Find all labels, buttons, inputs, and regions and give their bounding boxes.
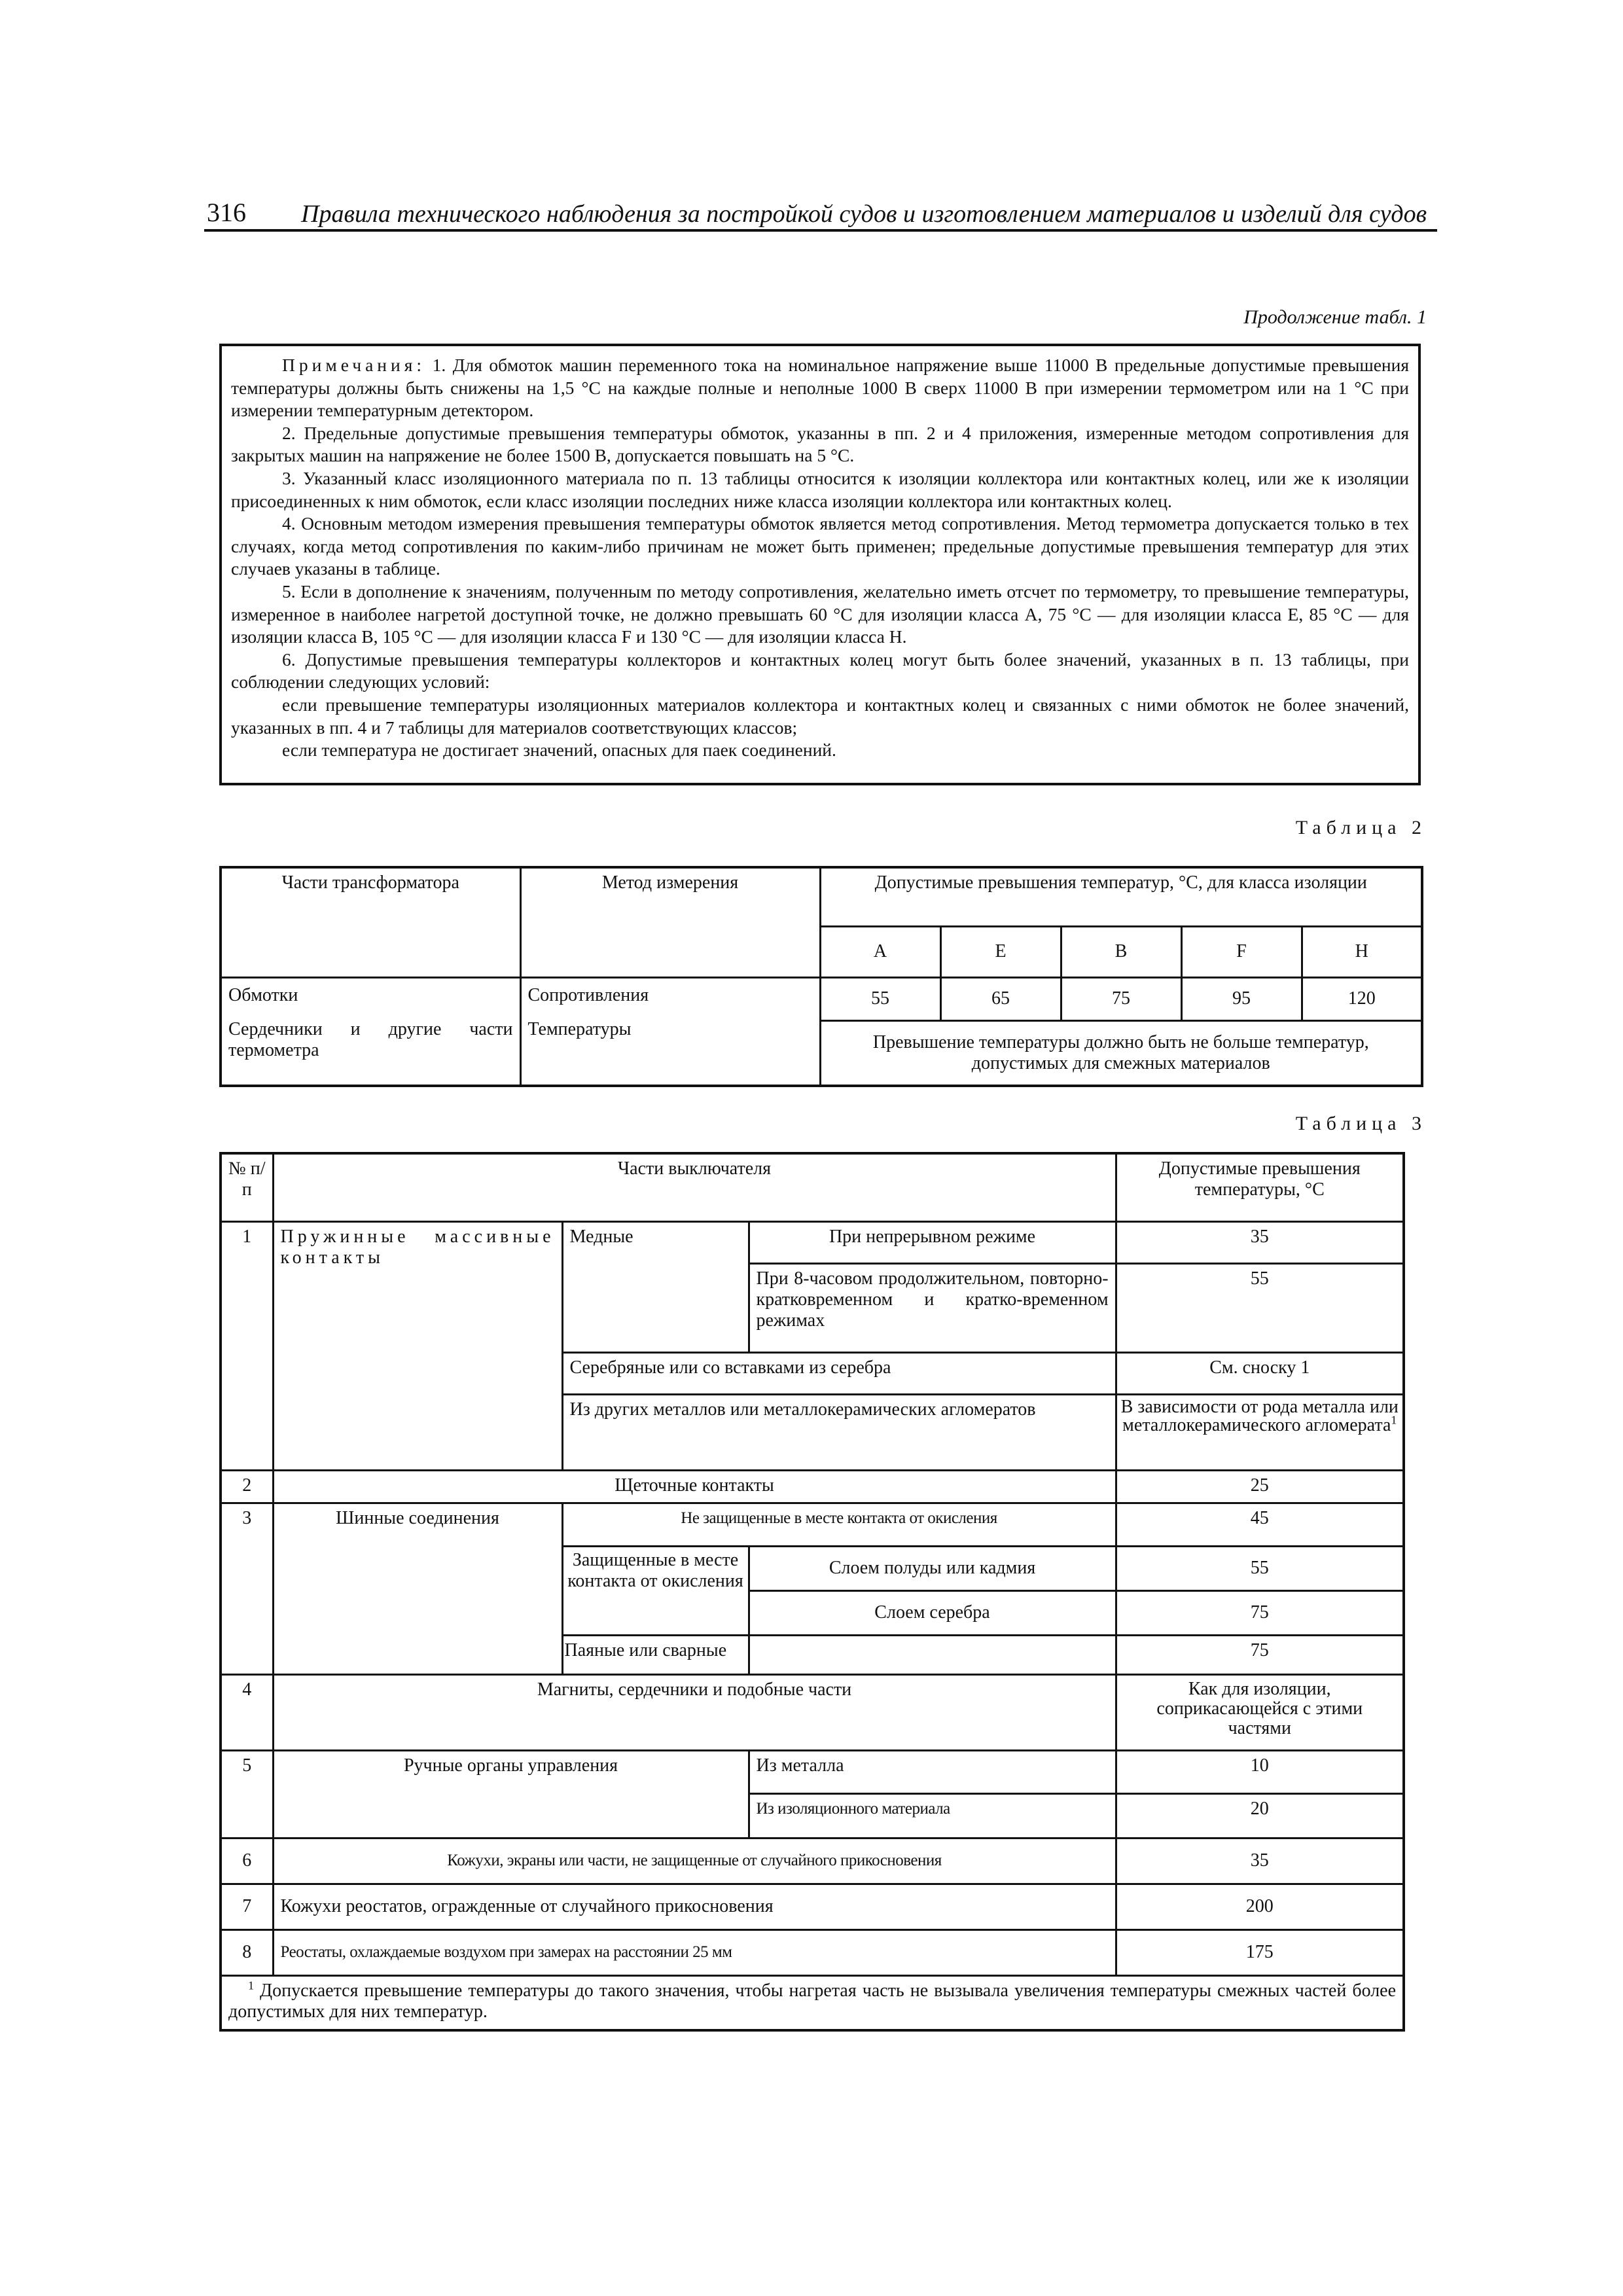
t2-r1-a: 55 [820, 977, 940, 1020]
t3-r3-tin-val: 55 [1116, 1546, 1404, 1590]
t3-header-num: № п/п [221, 1153, 273, 1221]
t2-class-f: F [1181, 926, 1302, 977]
t3-r5-ins-val: 20 [1116, 1793, 1404, 1838]
t3-r1-copper: Медные [562, 1221, 749, 1352]
note-1: Примечания: 1. Для обмоток машин переменного тока на номинальное напряжение выше 11000 В предельные допустимые превышения температуры должны быть снижены на 1,5 °С на каждые полные и неполные 1000 В сверх 11000 В при измерении термометром или на 1 °С при измерении температурным детектором. [231, 355, 1409, 421]
t3-r1-num: 1 [221, 1221, 273, 1470]
note-5: 5. Если в дополнение к значениям, полученным по методу сопротивления, желательно иметь отсчет по термометру, то превышение температуры, измеренное в наиболее нагретой доступной точке, не должно превышать 60 °С для изоляции класса А, 75 °С — для изоляции класса Е, 85 °С — для изоляции класса В, 105 °С — для изоляции класса F и 130 °С — для изоляции класса Н. [231, 581, 1409, 647]
t3-r1-silver-val: См. сноску 1 [1116, 1352, 1404, 1394]
t2-r1-part: Обмотки [228, 984, 298, 1005]
t3-r3-name: Шинные соединения [273, 1503, 562, 1674]
t3-r7-name: Кожухи реостатов, огражденные от случайного прикосновения [273, 1884, 1116, 1929]
t3-footnote: $^1$ Допускается превышение температуры до такого значения, чтобы нагретая часть не вызывала увеличения температуры смежных частей более допустимых для них температур. [221, 1975, 1404, 2030]
note-6a: если превышение температуры изоляционных материалов коллектора и контактных колец и связанных с ними обмоток не более значений, указанных в пп. 4 и 7 таблицы для материалов соответствующих классов; [231, 694, 1409, 738]
t3-r5-metal-val: 10 [1116, 1750, 1404, 1793]
t3-r3-silver: Слоем серебра [749, 1590, 1116, 1635]
t3-r7-num: 7 [221, 1884, 273, 1929]
t3-r1-8h-mode: При 8-часовом продолжительном, повторно-кратковременном и кратко-временном режимах [749, 1263, 1116, 1352]
t3-r3-prot: Защищенные в месте контакта от окисления [562, 1546, 749, 1635]
t3-r1-cont-mode: При непрерывном режиме [749, 1221, 1116, 1263]
running-title: Правила технического наблюдения за постройкой судов и изготовлением материалов и изделий для судов [301, 200, 1427, 228]
t3-r3-tin: Слоем полуды или кадмия [749, 1546, 1116, 1590]
t2-r1-b: 75 [1061, 977, 1181, 1020]
footnote-mark: 1 [248, 1979, 254, 1992]
t2-class-a: A [820, 926, 940, 977]
t3-r1-other-val: В зависимости от рода металла или металлокерамического агломерата$^1$ [1116, 1394, 1404, 1470]
t2-class-e: E [940, 926, 1061, 977]
t3-header-allowed: Допустимые превышения температуры, °С [1116, 1153, 1404, 1221]
notes-box [219, 344, 1421, 785]
table3-caption: Таблица 3 [1295, 1113, 1427, 1134]
t3-r4-val: Как для изоляции, соприкасающейся с этими частями [1116, 1674, 1404, 1750]
note-6: 6. Допустимые превышения температуры коллекторов и контактных колец могут быть более значений, указанных в п. 13 таблицы, при соблюдении следующих условий: [231, 649, 1409, 692]
t2-r2-note: Превышение температуры должно быть не больше температур, допустимых для смежных материалов [820, 1020, 1422, 1086]
t2-r2-part: Сердечники и другие части термометра [228, 1018, 513, 1060]
t3-r6-name: Кожухи, экраны или части, не защищенные от случайного прикосновения [273, 1838, 1116, 1884]
t3-r3-solder-empty [749, 1635, 1116, 1674]
page-number: 316 [207, 198, 246, 227]
table2-caption: Таблица 2 [1295, 817, 1427, 838]
t2-col-method [520, 977, 820, 1086]
footnote-ref: 1 [1391, 1413, 1397, 1427]
t3-r3-num: 3 [221, 1503, 273, 1674]
t2-class-h: H [1302, 926, 1422, 977]
table3 [219, 1152, 1405, 2032]
t3-header-parts: Части выключателя [273, 1153, 1116, 1221]
t3-r8-val: 175 [1116, 1929, 1404, 1975]
t3-r1-8h-val: 55 [1116, 1263, 1404, 1352]
note-6b: если температура не достигает значений, опасных для паек соединений. [282, 740, 836, 761]
t2-header-parts: Части трансформатора [221, 867, 520, 977]
t3-r2-num: 2 [221, 1470, 273, 1503]
t3-r3-solder: Паяные или сварные [562, 1635, 749, 1674]
t3-r2-val: 25 [1116, 1470, 1404, 1503]
note-4: 4. Основным методом измерения превышения температуры обмоток является метод сопротивления. Метод термометра допускается только в тех случаях, когда метод сопротивления по каким-либо причинам не может быть применен; предельные допустимые превышения температур для этих случаев указаны в таблице. [231, 513, 1409, 579]
t2-r1-method: Сопротивления [527, 984, 649, 1005]
t3-r4-name: Магниты, сердечники и подобные части [273, 1674, 1116, 1750]
t2-r2-method: Температуры [527, 1018, 632, 1039]
t3-r7-val: 200 [1116, 1884, 1404, 1929]
t2-col-parts [221, 977, 520, 1086]
t2-header-method: Метод измерения [520, 867, 820, 977]
t3-r5-name: Ручные органы управления [273, 1750, 749, 1838]
t3-r2-name: Щеточные контакты [273, 1470, 1116, 1503]
t3-r8-num: 8 [221, 1929, 273, 1975]
t3-r1-name: Пружинные массивные контакты [273, 1221, 562, 1470]
t3-r1-other: Из других металлов или металлокерамических агломератов [562, 1394, 1116, 1470]
t3-r3-unprot-val: 45 [1116, 1503, 1404, 1546]
t3-r6-num: 6 [221, 1838, 273, 1884]
t3-r8-name: Реостаты, охлаждаемые воздухом при замерах на расстоянии 25 мм [273, 1929, 1116, 1975]
t2-r1-f: 95 [1181, 977, 1302, 1020]
table2 [219, 866, 1423, 1087]
t2-header-allowed: Допустимые превышения температур, °С, для класса изоляции [820, 867, 1422, 926]
t3-r3-unprot: Не защищенные в месте контакта от окисления [562, 1503, 1116, 1546]
t3-r3-silver-val: 75 [1116, 1590, 1404, 1635]
note-2: 2. Предельные допустимые превышения температуры обмоток, указанны в пп. 2 и 4 приложения, измеренные методом сопротивления для закрытых машин на напряжение не более 1500 В, допускается повышать на 5 °С. [231, 422, 1409, 466]
t3-r5-num: 5 [221, 1750, 273, 1838]
note-3: 3. Указанный класс изоляционного материала по п. 13 таблицы относится к изоляции коллектора или контактных колец, или же к изоляции присоединенных к ним обмоток, если класс изоляции последних ниже класса изоляции коллектора или контактных колец. [231, 467, 1409, 511]
t3-r3-solder-val: 75 [1116, 1635, 1404, 1674]
t3-r5-metal: Из металла [749, 1750, 1116, 1793]
t2-r1-e: 65 [940, 977, 1061, 1020]
t3-r6-val: 35 [1116, 1838, 1404, 1884]
notes-title: Примечания: [282, 355, 426, 375]
t3-r5-ins: Из изоляционного материала [749, 1793, 1116, 1838]
t2-class-b: B [1061, 926, 1181, 977]
t3-r4-num: 4 [221, 1674, 273, 1750]
t3-r1-cont-val: 35 [1116, 1221, 1404, 1263]
header-rule [204, 229, 1437, 232]
t2-r1-h: 120 [1302, 977, 1422, 1020]
t3-r1-silver: Серебряные или со вставками из серебра [562, 1352, 1116, 1394]
continuation-label: Продолжение табл. 1 [1243, 306, 1427, 328]
